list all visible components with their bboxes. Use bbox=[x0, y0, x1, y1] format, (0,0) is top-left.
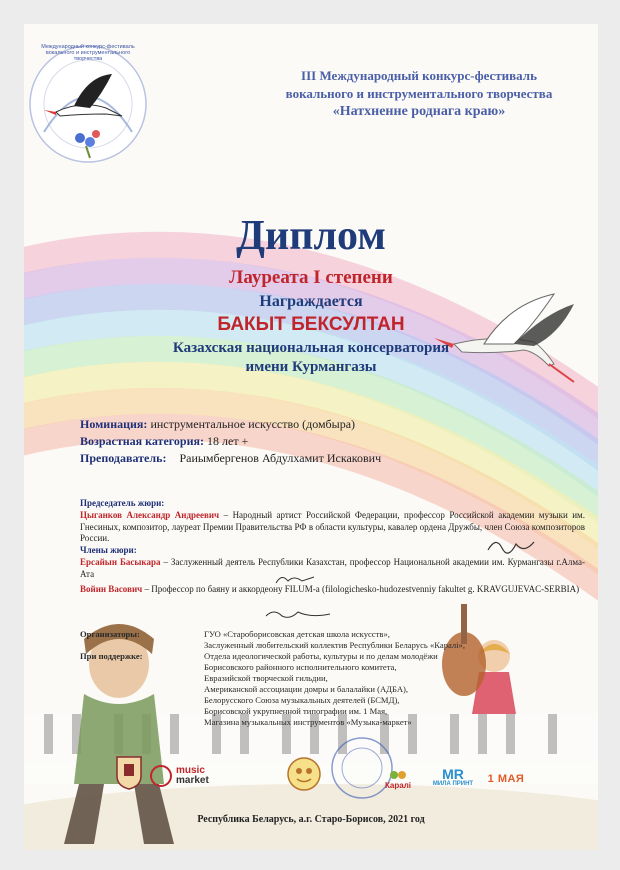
age-value: 18 лет + bbox=[207, 434, 249, 448]
nomination-row bbox=[80, 416, 580, 432]
art-school-logo bbox=[286, 756, 322, 792]
support-item: Борисовского районного исполнительного комитета, bbox=[204, 662, 397, 672]
support-item: Американской ассоциации домры и балалайки (АДБА), bbox=[204, 684, 409, 694]
karali-logo bbox=[376, 764, 420, 794]
1-maya-logo bbox=[480, 768, 532, 790]
jury-member1-block bbox=[80, 557, 585, 580]
institution-line1: Казахская национальная консерватория bbox=[172, 340, 450, 356]
nomination-value: инструментальное искусство (домбыра) bbox=[150, 417, 356, 431]
music-market-top: music bbox=[176, 765, 205, 776]
jury-member2-desc: – Профессор по баяну и аккордеону FILUM-a (filologichesko-hudozestvenniy fakultet g. KRAVGUJEVAC-SERBIA) bbox=[142, 584, 580, 594]
teacher-value: Раиымбергенов Абдулхамит Искакович bbox=[179, 451, 382, 465]
age-label: Возрастная категория: bbox=[80, 434, 204, 448]
support-item: Белорусского Союза музыкальных деятелей (БСМД), bbox=[204, 695, 400, 705]
support-item: Магазина музыкальных инструментов «Музыка-маркет» bbox=[204, 717, 412, 727]
jury-member2-name: Войин Васович bbox=[80, 584, 143, 594]
emblem-ring-text: Международный конкурс-фестиваль вокального и инструментального творчества bbox=[41, 44, 135, 62]
mila-print-mark: MR bbox=[442, 766, 464, 782]
diploma-title: Диплом bbox=[236, 213, 386, 259]
1-maya-text: 1 МАЯ bbox=[487, 773, 525, 785]
jury-chair-label bbox=[80, 498, 585, 510]
organizer-item: ГУО «Староборисовская детская школа искусств», bbox=[204, 629, 390, 639]
festival-title-line3: «Натхненне роднага краю» bbox=[332, 104, 506, 119]
music-market-logo bbox=[150, 762, 220, 790]
support-item: Борисовской укрупненной типографии им. 1 Мая, bbox=[204, 706, 388, 716]
jury-chair-name: Цыганков Александр Андреевич bbox=[80, 510, 220, 520]
nomination-label: Номинация: bbox=[80, 417, 148, 431]
music-market-bottom: market bbox=[176, 775, 209, 786]
mila-print-text: МИЛА ПРИНТ bbox=[432, 781, 474, 787]
signature-member2 bbox=[264, 606, 334, 626]
support-list bbox=[204, 651, 564, 728]
awardee-name: БАКЫТ БЕКСУЛТАН bbox=[217, 314, 405, 335]
organizers-list bbox=[204, 629, 564, 651]
laureate-degree: Лауреата I степени bbox=[229, 267, 393, 288]
awarded-label: Награждается bbox=[259, 293, 363, 310]
age-row bbox=[80, 433, 580, 449]
teacher-row bbox=[80, 450, 580, 466]
support-item: Евразийской творческой гильдии, bbox=[204, 673, 328, 683]
organizer-item: Заслуженный любительский коллектив Республики Беларусь «Каралі», bbox=[204, 640, 466, 650]
organizers-label: Организаторы: bbox=[80, 629, 140, 639]
jury-members-label bbox=[80, 545, 585, 557]
karali-text: Каралі bbox=[384, 780, 412, 790]
jury-members-heading: Члены жюри: bbox=[80, 545, 137, 555]
footer-location: Республика Беларусь, а.г. Старо-Борисов, 2021 год bbox=[197, 814, 425, 825]
festival-title-line2: вокального и инструментального творчества bbox=[285, 86, 553, 101]
borisov-coat-of-arms-logo bbox=[114, 754, 144, 790]
support-item: Отдела идеологической работы, культуры и по делам молодёжи bbox=[204, 651, 438, 661]
support-label: При поддержке: bbox=[80, 651, 143, 661]
jury-member1-name: Ерсайын Басыкара bbox=[80, 557, 161, 567]
jury-member1-desc: – Заслуженный деятель Республики Казахстан, профессор Национальной академии им. Курмангазы г.Алма-Ата bbox=[80, 557, 585, 579]
jury-chair-desc: – Народный артист Российской Федерации, профессор Российской академии музыки им. Гнесиных, композитор, лауреат Премии Правительства РФ в области культуры, кавалер ордена Дружбы, член Союза композиторов России. bbox=[80, 510, 585, 543]
mila-print-logo bbox=[428, 762, 478, 792]
jury-chair-heading: Председатель жюри: bbox=[80, 498, 165, 508]
diploma-sheet bbox=[24, 24, 598, 850]
teacher-label: Преподаватель: bbox=[80, 451, 167, 465]
festival-emblem bbox=[26, 42, 150, 166]
jury-member2-block bbox=[80, 584, 585, 596]
festival-title-line1: III Международный конкурс-фестиваль bbox=[301, 68, 537, 83]
institution-line2: имени Курмангазы bbox=[245, 359, 377, 375]
